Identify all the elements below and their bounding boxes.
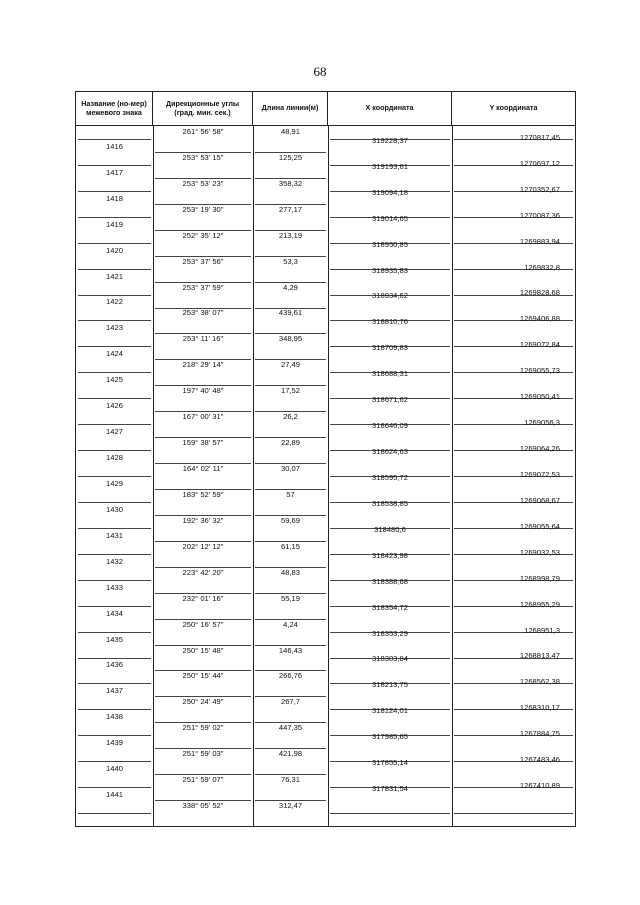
header-y: Y координата <box>489 103 538 113</box>
row-divider <box>78 683 151 684</box>
x-coordinate: 318353,29 <box>372 628 408 638</box>
point-name: 1438 <box>106 712 123 722</box>
point-name: 1416 <box>106 141 123 151</box>
y-coordinate: 1269056,3 <box>524 418 560 428</box>
row-divider <box>330 813 450 814</box>
y-coordinate: 1269050,41 <box>519 392 560 402</box>
y-coordinate: 1270352,67 <box>519 184 560 194</box>
x-coordinate: 318213,75 <box>372 680 408 690</box>
x-coordinate: 318354,72 <box>372 602 408 612</box>
x-coordinate: 319193,61 <box>372 161 408 171</box>
x-coordinate: 318709,83 <box>372 343 408 353</box>
line-length: 4,24 <box>283 619 298 629</box>
row-divider <box>78 398 151 399</box>
line-length: 213,19 <box>278 230 303 240</box>
line-length: 59,69 <box>280 515 300 525</box>
y-coordinate: 1268951,3 <box>524 625 560 635</box>
line-length: 76,31 <box>280 775 300 785</box>
table-header <box>76 92 575 126</box>
point-name: 1425 <box>106 375 123 385</box>
direction-angle: 223° 42' 20" <box>182 567 224 577</box>
line-length: 48,83 <box>280 567 300 577</box>
direction-angle: 192° 36' 32" <box>182 515 224 525</box>
direction-angle: 250° 16' 57" <box>182 619 224 629</box>
coordinates-table <box>75 91 576 827</box>
line-length: 61,15 <box>280 541 300 551</box>
x-coordinate: 318303,84 <box>372 654 408 664</box>
point-name: 1417 <box>106 167 123 177</box>
row-divider <box>78 424 151 425</box>
y-coordinate: 1269068,67 <box>519 495 560 505</box>
direction-angle: 253° 38' 07" <box>182 308 224 318</box>
line-length: 27,49 <box>280 360 300 370</box>
header-angles: Дирекционные углы (град. мин. сек.) <box>153 92 253 125</box>
direction-angle: 253° 19' 30" <box>182 204 224 214</box>
y-coordinate: 1269064,26 <box>519 444 560 454</box>
row-divider <box>78 476 151 477</box>
direction-angle: 232° 01' 16" <box>182 593 224 603</box>
x-coordinate: 318810,76 <box>372 317 408 327</box>
direction-angle: 250° 15' 48" <box>182 645 224 655</box>
y-coordinate: 1270697,12 <box>519 158 560 168</box>
point-name: 1423 <box>106 323 123 333</box>
row-divider <box>78 243 151 244</box>
line-length: 53,3 <box>283 256 298 266</box>
x-coordinate: 319014,65 <box>372 213 408 223</box>
y-coordinate: 1269072,84 <box>519 340 560 350</box>
row-divider <box>78 346 151 347</box>
line-length: 55,19 <box>280 593 300 603</box>
point-name: 1433 <box>106 582 123 592</box>
x-coordinate: 318595,72 <box>372 472 408 482</box>
y-coordinate: 1269032,53 <box>519 547 560 557</box>
y-coordinate: 1268562,38 <box>519 677 560 687</box>
x-coordinate: 318423,98 <box>372 550 408 560</box>
point-name: 1427 <box>106 427 123 437</box>
x-coordinate: 318671,62 <box>372 395 408 405</box>
point-name: 1420 <box>106 245 123 255</box>
row-divider <box>78 217 151 218</box>
line-length: 26,2 <box>283 412 298 422</box>
x-coordinate: 318646,09 <box>372 421 408 431</box>
header-length: Длина линии(м) <box>253 92 328 125</box>
y-coordinate: 1268955,29 <box>519 599 560 609</box>
y-coordinate: 1270087,36 <box>519 210 560 220</box>
line-length: 17,52 <box>280 386 300 396</box>
row-divider <box>454 813 573 814</box>
y-coordinate: 1269828,68 <box>519 288 560 298</box>
line-length: 146,43 <box>278 645 303 655</box>
y-coordinate: 1269883,94 <box>519 236 560 246</box>
table-body <box>76 126 575 826</box>
point-name: 1428 <box>106 453 123 463</box>
y-coordinate: 1267884,75 <box>519 729 560 739</box>
y-coordinate: 1267410,89 <box>519 781 560 791</box>
x-coordinate: 319094,18 <box>372 187 408 197</box>
row-divider <box>78 295 151 296</box>
x-coordinate: 317855,14 <box>372 758 408 768</box>
row-divider <box>78 787 151 788</box>
x-coordinate: 317985,65 <box>372 732 408 742</box>
line-length: 277,17 <box>278 204 303 214</box>
line-length: 48,91 <box>280 127 300 136</box>
point-name: 1441 <box>106 790 123 800</box>
row-divider <box>78 632 151 633</box>
header-name: Название (но-мер) межевого знака <box>76 92 153 125</box>
y-coordinate: 1269055,64 <box>519 521 560 531</box>
row-divider <box>78 580 151 581</box>
y-coordinate: 1268310,17 <box>519 703 560 713</box>
direction-angle: 261° 56' 58" <box>182 127 224 136</box>
line-length: 312,47 <box>278 801 303 811</box>
point-name: 1439 <box>106 738 123 748</box>
direction-angle: 251° 59' 03" <box>182 749 224 759</box>
direction-angle: 183° 52' 59" <box>182 489 224 499</box>
point-name: 1432 <box>106 556 123 566</box>
row-divider <box>78 709 151 710</box>
row-divider <box>78 606 151 607</box>
row-divider <box>78 554 151 555</box>
point-name: 1429 <box>106 478 123 488</box>
y-coordinate: 1269072,53 <box>519 469 560 479</box>
direction-angle: 250° 24' 49" <box>182 697 224 707</box>
y-coordinate: 1268998,79 <box>519 573 560 583</box>
x-coordinate: 318935,83 <box>372 265 408 275</box>
x-coordinate: 318624,63 <box>372 447 408 457</box>
row-divider <box>78 450 151 451</box>
row-divider <box>78 269 151 270</box>
point-name: 1440 <box>106 764 123 774</box>
point-name: 1424 <box>106 349 123 359</box>
line-length: 358,32 <box>278 178 303 188</box>
direction-angle: 218° 29' 14" <box>182 360 224 370</box>
y-coordinate: 1269406,88 <box>519 314 560 324</box>
page-number: 68 <box>313 64 327 79</box>
direction-angle: 251° 59' 02" <box>182 723 224 733</box>
row-divider <box>78 165 151 166</box>
direction-angle: 338° 05' 52" <box>182 801 224 811</box>
x-coordinate: 318124,01 <box>372 706 408 716</box>
direction-angle: 253° 37' 59" <box>182 282 224 292</box>
direction-angle: 251° 59' 07" <box>182 775 224 785</box>
row-divider <box>78 502 151 503</box>
x-coordinate: 319228,37 <box>372 135 408 145</box>
x-coordinate: 318538,85 <box>372 498 408 508</box>
x-coordinate: 318480,6 <box>374 524 406 534</box>
line-length: 125,25 <box>278 152 303 162</box>
line-length: 4,29 <box>283 282 298 292</box>
x-coordinate: 318388,68 <box>372 576 408 586</box>
row-divider <box>78 735 151 736</box>
y-coordinate: 1269055,73 <box>519 366 560 376</box>
point-name: 1436 <box>106 660 123 670</box>
point-name: 1421 <box>106 271 123 281</box>
point-name: 1431 <box>106 530 123 540</box>
direction-angle: 252° 35' 12" <box>182 230 224 240</box>
x-coordinate: 318934,62 <box>372 291 408 301</box>
line-length: 22,89 <box>280 438 300 448</box>
y-coordinate: 1267483,46 <box>519 755 560 765</box>
direction-angle: 167° 00' 31" <box>182 412 224 422</box>
direction-angle: 202° 12' 12" <box>182 541 224 551</box>
x-coordinate: 318688,31 <box>372 369 408 379</box>
line-length: 57 <box>286 489 295 499</box>
direction-angle: 253° 11' 16" <box>182 334 224 344</box>
direction-angle: 197° 40' 48" <box>182 386 224 396</box>
direction-angle: 253° 53' 23" <box>182 178 224 188</box>
line-length: 267,7 <box>280 697 300 707</box>
y-coordinate: 1270817,45 <box>519 132 560 142</box>
line-length: 421,98 <box>278 749 303 759</box>
direction-angle: 164° 02' 11" <box>182 464 224 474</box>
row-divider <box>78 191 151 192</box>
row-divider <box>78 139 151 140</box>
point-name: 1435 <box>106 634 123 644</box>
point-name: 1430 <box>106 504 123 514</box>
row-divider <box>78 813 151 814</box>
direction-angle: 253° 53' 15" <box>182 152 224 162</box>
line-length: 30,07 <box>280 464 300 474</box>
header-x: X координата <box>328 92 452 125</box>
row-divider <box>78 761 151 762</box>
direction-angle: 159° 38' 57" <box>182 438 224 448</box>
point-name: 1418 <box>106 193 123 203</box>
row-divider <box>78 658 151 659</box>
x-coordinate: 318950,85 <box>372 239 408 249</box>
y-coordinate: 1269832,8 <box>524 262 560 272</box>
line-length: 439,61 <box>278 308 303 318</box>
line-length: 266,76 <box>278 671 303 681</box>
y-coordinate: 1268813,47 <box>519 651 560 661</box>
point-name: 1422 <box>106 297 123 307</box>
point-name: 1434 <box>106 608 123 618</box>
point-name: 1419 <box>106 219 123 229</box>
row-divider <box>78 372 151 373</box>
x-coordinate: 317831,54 <box>372 784 408 794</box>
direction-angle: 250° 15' 44" <box>182 671 224 681</box>
line-length: 447,35 <box>278 723 303 733</box>
row-divider <box>78 528 151 529</box>
row-divider <box>78 320 151 321</box>
direction-angle: 253° 37' 56" <box>182 256 224 266</box>
point-name: 1426 <box>106 401 123 411</box>
line-length: 348,95 <box>278 334 303 344</box>
point-name: 1437 <box>106 686 123 696</box>
